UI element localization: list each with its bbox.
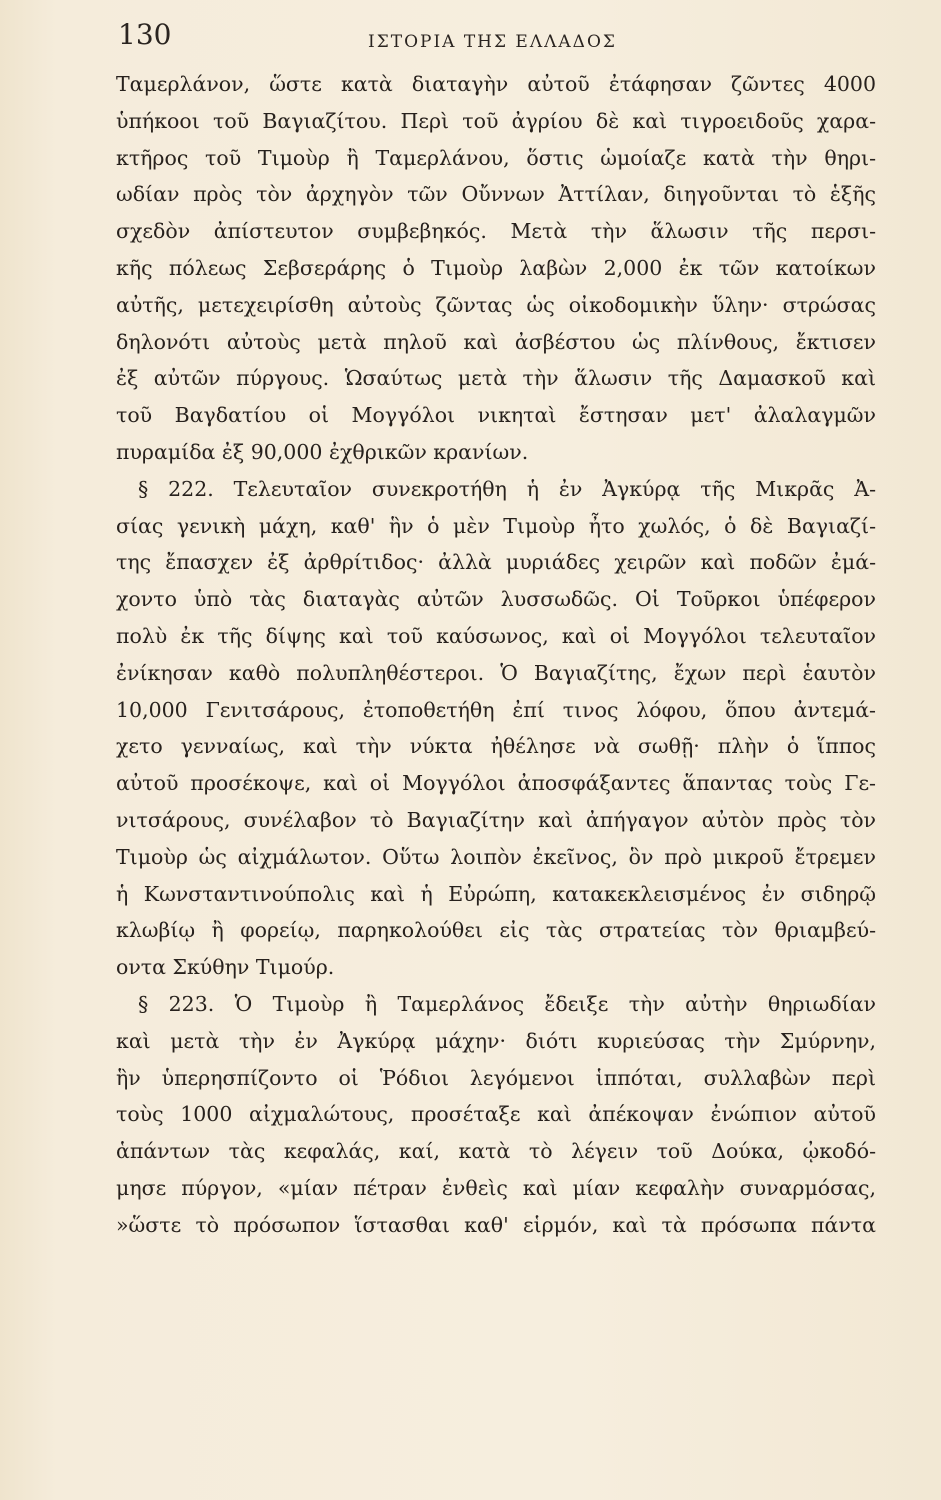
text-line: πυραμίδα ἐξ 90,000 ἐχθρικῶν κρανίων. <box>116 439 529 464</box>
page-number: 130 <box>118 18 172 51</box>
text-line: αὐτῆς, μετεχειρίσθη αὐτοὺς ζῶντας ὡς οἰκοδομικὴν ὕλην· στρώσας <box>116 292 876 317</box>
text-line: ὑπήκοοι τοῦ Βαγιαζίτου. Περὶ τοῦ ἀγρίου δὲ καὶ τιγροειδοῦς χαρα- <box>116 108 876 133</box>
text-line: σίας γενικὴ μάχη, καθ' ἣν ὁ μὲν Τιμοὺρ ἦτο χωλός, ὁ δὲ Βαγιαζί- <box>116 513 876 538</box>
section-222-start: § 222. Τελευταῖον συνεκροτήθη ἡ ἐν Ἀγκύρᾳ τῆς Μικρᾶς Ἀ- <box>138 476 876 501</box>
text-line: Ταμερλάνον, ὥστε κατὰ διαταγὴν αὐτοῦ ἐτάφησαν ζῶντες 4000 <box>116 72 876 96</box>
text-line: κτῆρος τοῦ Τιμοὺρ ἢ Ταμερλάνου, ὅστις ὡμοίαζε κατὰ τὴν θηρι- <box>116 145 876 170</box>
text-line: πολὺ ἐκ τῆς δίψης καὶ τοῦ καύσωνος, καὶ οἱ Μογγόλοι τελευταῖον <box>116 623 876 648</box>
text-line: ἐξ αὐτῶν πύργους. Ὡσαύτως μετὰ τὴν ἅλωσιν τῆς Δαμασκοῦ καὶ <box>116 366 876 391</box>
text-line: της ἔπασχεν ἐξ ἀρθρίτιδος· ἀλλὰ μυριάδες χειρῶν καὶ ποδῶν ἐμά- <box>116 550 876 575</box>
text-line: δηλονότι αὐτοὺς μετὰ πηλοῦ καὶ ἀσβέστου ὡς πλίνθους, ἔκτισεν <box>116 329 876 354</box>
text-line: 10,000 Γενιτσάρους, ἐτοποθετήθη ἐπί τινος λόφου, ὅπου ἀντεμά- <box>116 697 876 722</box>
page-header <box>118 18 878 58</box>
text-line: ἡ Κωνσταντινούπολις καὶ ἡ Εὐρώπη, κατακεκλεισμένος ἐν σιδηρῷ <box>116 881 876 906</box>
text-line: »ὥστε τὸ πρόσωπον ἵστασθαι καθ' εἱρμόν, καὶ τὰ πρόσωπα πάντα <box>116 1212 876 1237</box>
text-line: κλωβίῳ ἢ φορείῳ, παρηκολούθει εἰς τὰς στρατείας τὸν θριαμβεύ- <box>116 918 876 943</box>
text-line: χοντο ὑπὸ τὰς διαταγὰς αὐτῶν λυσσωδῶς. Οἱ Τοῦρκοι ὑπέφερον <box>116 587 876 612</box>
text-line: χετο γενναίως, καὶ τὴν νύκτα ἠθέλησε νὰ σωθῇ· πλὴν ὁ ἵππος <box>116 734 876 759</box>
section-223-start: § 223. Ὁ Τιμοὺρ ἢ Ταμερλάνος ἔδειξε τὴν αὐτὴν θηριωδίαν <box>138 991 876 1016</box>
text-line: ἁπάντων τὰς κεφαλάς, καί, κατὰ τὸ λέγειν τοῦ Δούκα, ᾠκοδό- <box>116 1139 876 1164</box>
text-line: οντα Σκύθην Τιμούρ. <box>116 955 335 980</box>
text-line: μησε πύργον, «μίαν πέτραν ἐνθεὶς καὶ μίαν κεφαλὴν συναρμόσας, <box>116 1175 876 1200</box>
text-line: ἐνίκησαν καθὸ πολυπληθέστεροι. Ὁ Βαγιαζίτης, ἔχων περὶ ἑαυτὸν <box>116 660 876 685</box>
text-line: ωδίαν πρὸς τὸν ἀρχηγὸν τῶν Οὔννων Ἀττίλαν, διηγοῦνται τὸ ἑξῆς <box>116 182 876 207</box>
text-line: τοῦ Βαγδατίου οἱ Μογγόλοι νικηταὶ ἔστησαν μετ' ἀλαλαγμῶν <box>116 403 876 428</box>
page-body-text <box>116 66 876 1244</box>
text-line: σχεδὸν ἀπίστευτον συμβεβηκός. Μετὰ τὴν ἅλωσιν τῆς περσι- <box>116 219 876 244</box>
running-head: ΙΣΤΟΡΙΑ ΤΗΣ ΕΛΛΑΔΟΣ <box>368 32 617 52</box>
text-line: τοὺς 1000 αἰχμαλώτους, προσέταξε καὶ ἀπέκοψαν ἐνώπιον αὐτοῦ <box>116 1102 876 1127</box>
text-line: κῆς πόλεως Σεβσεράρης ὁ Τιμοὺρ λαβὼν 2,000 ἐκ τῶν κατοίκων <box>116 255 876 280</box>
text-line: Τιμοὺρ ὡς αἰχμάλωτον. Οὕτω λοιπὸν ἐκεῖνος, ὃν πρὸ μικροῦ ἔτρεμεν <box>116 844 876 869</box>
text-line: καὶ μετὰ τὴν ἐν Ἀγκύρᾳ μάχην· διότι κυριεύσας τὴν Σμύρνην, <box>116 1028 876 1053</box>
text-line: ἣν ὑπερησπίζοντο οἱ Ῥόδιοι λεγόμενοι ἱππόται, συλλαβὼν περὶ <box>116 1065 876 1090</box>
text-line: νιτσάρους, συνέλαβον τὸ Βαγιαζίτην καὶ ἀπήγαγον αὐτὸν πρὸς τὸν <box>116 807 876 832</box>
text-line: αὐτοῦ προσέκοψε, καὶ οἱ Μογγόλοι ἀποσφάξαντες ἅπαντας τοὺς Γε- <box>116 771 876 796</box>
